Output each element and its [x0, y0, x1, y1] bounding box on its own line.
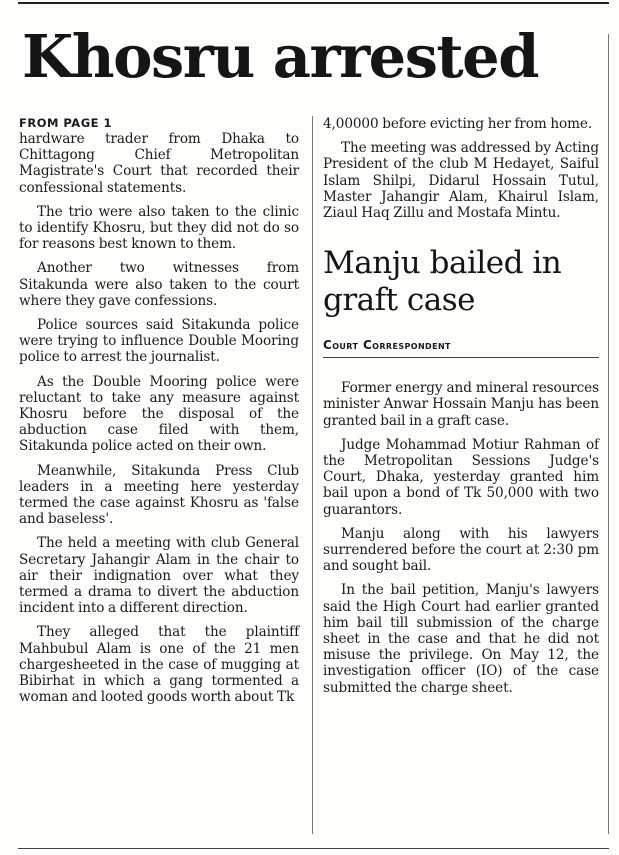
right-column-rule	[608, 34, 609, 834]
article-paragraph: In the bail petition, Manju's lawyers said the High Court had earlier granted him bail till submission of the charge sheet in the case and that he did not misuse the privilege. On May 12, the investigation officer (IO) of the case submitted the charge sheet.	[323, 582, 599, 696]
article-paragraph: The meeting was addressed by Acting President of the club M Hedayet, Saiful Islam Shilpi, Didarul Hossain Tutul, Master Jahangir Alam, Khairul Islam, Ziaul Haq Zillu and Mostafa Mintu.	[323, 140, 599, 222]
article-paragraph: The held a meeting with club General Secretary Jahangir Alam in the chair to air their indignation over what they termed a drama to divert the abduction incident into a different direction.	[19, 535, 299, 617]
byline	[323, 337, 599, 358]
article-paragraph: As the Double Mooring police were reluctant to take any measure against Khosru before the disposal of the abduction case filed with them, Sitakunda police acted on their own.	[19, 373, 299, 455]
article-paragraph: hardware trader from Dhaka to Chittagong Chief Metropolitan Magistrate's Court that recorded their confessional statements.	[19, 131, 299, 196]
article-paragraph: Former energy and mineral resources minister Anwar Hossain Manju has been granted bail in a graft case.	[323, 380, 599, 429]
main-headline: Khosru arrested	[22, 22, 538, 91]
top-rule	[18, 2, 609, 4]
article-paragraph: The trio were also taken to the clinic to identify Khosru, but they did not do so for reasons best known to them.	[19, 203, 299, 253]
bottom-rule	[18, 848, 609, 849]
article-paragraph: Manju along with his lawyers surrendered before the court at 2:30 pm and sought bail.	[323, 525, 599, 575]
article-paragraph: Another two witnesses from Sitakunda were also taken to the court where they gave confessions.	[19, 260, 299, 309]
right-column	[323, 116, 599, 704]
article-paragraph: Police sources said Sitakunda police were trying to influence Double Mooring police to arrest the journalist.	[19, 317, 299, 366]
left-column	[19, 116, 299, 714]
story2-headline: Manju bailed in graft case	[323, 245, 562, 319]
kicker-from-page-1: FROM PAGE 1	[19, 116, 113, 130]
article-paragraph: Meanwhile, Sitakunda Press Club leaders in a meeting here yesterday termed the case against Khosru as 'false and baseless'.	[19, 462, 299, 528]
article-paragraph: 4,00000 before evicting her from home.	[323, 116, 593, 132]
article-paragraph: They alleged that the plaintiff Mahbubul Alam is one of the 21 men chargesheeted in the case of mugging at Bibirhat in which a gang tormented a woman and looted goods worth about Tk	[19, 624, 299, 706]
column-divider	[312, 116, 313, 834]
article-paragraph: Judge Mohammad Motiur Rahman of the Metropolitan Sessions Judge's Court, Dhaka, yesterday granted him bail upon a bond of Tk 50,000 with two guarantors.	[323, 436, 599, 518]
byline-text: Court Correspondent	[323, 338, 451, 353]
